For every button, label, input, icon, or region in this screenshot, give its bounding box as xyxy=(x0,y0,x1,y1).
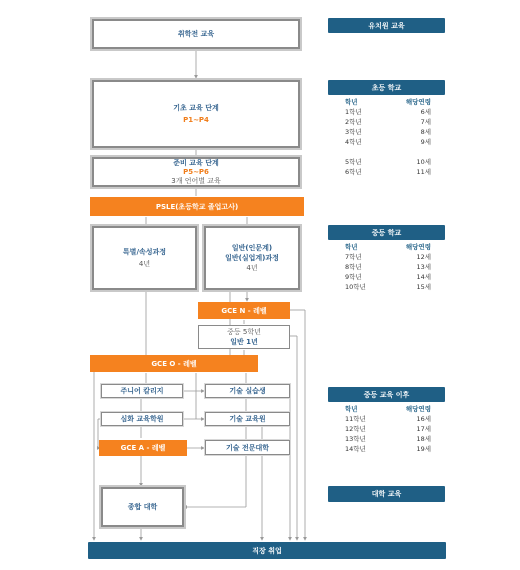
gce-a-box xyxy=(99,440,187,456)
grade-col-header: 학년 xyxy=(345,405,358,413)
orientation-stage-note: 3개 언어별 교육 xyxy=(171,176,221,185)
university-edu-label: 대학 교육 xyxy=(371,490,402,498)
age-cell: 16세 xyxy=(416,415,431,423)
age-cell: 19세 xyxy=(416,445,431,453)
grade-cell: 2학년 xyxy=(345,118,362,126)
basic-stage-title: 기초 교육 단계 xyxy=(173,104,219,112)
table-header-row xyxy=(333,404,443,414)
age-cell: 9세 xyxy=(420,138,431,146)
age-cell: 15세 xyxy=(416,283,431,291)
preschool-label: 취학전 교육 xyxy=(177,30,215,38)
table-row xyxy=(333,444,443,454)
normal-course-line2: 일반(실업계)과정 xyxy=(225,254,279,262)
special-express-title: 특별/속성과정 xyxy=(122,248,167,256)
table-row xyxy=(333,127,443,137)
age-cell: 13세 xyxy=(416,263,431,271)
basic-stage-grades: P1~P4 xyxy=(183,116,209,124)
age-cell: 7세 xyxy=(420,118,431,126)
special-express-years: 4년 xyxy=(138,260,151,268)
psle-box xyxy=(90,197,304,216)
grade-col-header: 학년 xyxy=(345,243,358,251)
polytechnic-label: 기술 실습생 xyxy=(229,387,266,395)
table-row xyxy=(333,424,443,434)
age-cell: 12세 xyxy=(416,253,431,261)
normal-course-box xyxy=(204,226,300,290)
grade-cell: 1학년 xyxy=(345,108,362,116)
secondary-age-table xyxy=(333,242,443,292)
age-cell: 8세 xyxy=(420,128,431,136)
special-express-box xyxy=(92,226,197,290)
table-row xyxy=(333,272,443,282)
basic-stage-box xyxy=(92,80,300,148)
grade-cell: 13학년 xyxy=(345,435,366,443)
grade-cell: 14학년 xyxy=(345,445,366,453)
gce-n-box xyxy=(198,302,290,319)
grade-cell: 7학년 xyxy=(345,253,362,261)
tech-college-box xyxy=(205,440,290,455)
gce-o-label: GCE O - 레벨 xyxy=(151,359,197,368)
gce-o-box xyxy=(90,355,258,372)
age-col-header: 해당연령 xyxy=(405,98,431,106)
secondary-header xyxy=(328,225,445,240)
arts-institute-label: 심화 교육학원 xyxy=(120,415,164,423)
table-row xyxy=(333,117,443,127)
table-row xyxy=(333,157,443,167)
preschool-box xyxy=(92,19,300,49)
kindergarten-header xyxy=(328,18,445,33)
employment-bar xyxy=(88,542,446,559)
arts-institute-box xyxy=(101,412,183,426)
post-secondary-header xyxy=(328,387,445,402)
table-row xyxy=(333,414,443,424)
post-secondary-header-label: 중등 교육 이후 xyxy=(363,390,410,399)
age-cell: 11세 xyxy=(416,168,431,176)
grade-cell: 6학년 xyxy=(345,168,362,176)
table-header-row xyxy=(333,242,443,252)
age-col-header: 해당연령 xyxy=(405,243,431,251)
university-box xyxy=(101,487,184,527)
grade-col-header: 학년 xyxy=(345,98,358,106)
table-row xyxy=(333,434,443,444)
table-row xyxy=(333,137,443,147)
employment-label: 직장 취업 xyxy=(252,546,282,555)
grade-cell: 5학년 xyxy=(345,158,362,166)
gce-a-label: GCE A - 레벨 xyxy=(120,444,166,452)
orientation-stage-box xyxy=(92,157,300,187)
grade-cell: 3학년 xyxy=(345,128,362,136)
university-edu-header xyxy=(328,486,445,502)
age-cell: 6세 xyxy=(420,108,431,116)
primary-header xyxy=(328,80,445,95)
age-col-header: 해당연령 xyxy=(405,405,431,413)
normal-course-years: 4년 xyxy=(246,264,258,272)
university-label: 종합 대학 xyxy=(127,503,158,511)
age-cell: 17세 xyxy=(416,425,431,433)
psle-label: PSLE(초등학교 졸업고사) xyxy=(155,202,239,211)
table-row xyxy=(333,252,443,262)
table-row xyxy=(333,107,443,117)
grade-cell: 11학년 xyxy=(345,415,366,423)
post-secondary-age-table xyxy=(333,404,443,454)
age-cell: 10세 xyxy=(416,158,431,166)
junior-college-box xyxy=(101,384,183,398)
age-cell: 18세 xyxy=(416,435,431,443)
table-row xyxy=(333,167,443,177)
tech-school-box xyxy=(205,412,290,426)
table-row xyxy=(333,262,443,272)
tech-college-label: 기술 전문대학 xyxy=(225,443,269,452)
table-row xyxy=(333,282,443,292)
secondary5-line1: 중등 5학년 xyxy=(227,328,261,336)
kindergarten-label: 유치원 교육 xyxy=(368,21,405,30)
orientation-stage-title: 준비 교육 단계 xyxy=(173,158,219,167)
secondary5-box xyxy=(198,325,290,349)
tech-school-label: 기술 교육원 xyxy=(229,415,266,423)
grade-cell: 8학년 xyxy=(345,263,362,271)
age-cell: 14세 xyxy=(416,273,431,281)
gce-n-label: GCE N - 레벨 xyxy=(221,306,267,315)
orientation-stage-grades: P5~P6 xyxy=(183,167,209,176)
grade-cell: 9학년 xyxy=(345,273,362,281)
grade-cell: 10학년 xyxy=(345,283,366,291)
grade-cell: 12학년 xyxy=(345,425,366,433)
primary-age-table xyxy=(333,97,443,177)
polytechnic-box xyxy=(205,384,290,398)
junior-college-label: 주니어 칼리지 xyxy=(120,387,164,395)
secondary5-line2: 일반 1년 xyxy=(230,338,258,346)
grade-cell: 4학년 xyxy=(345,138,362,146)
primary-header-label: 초등 학교 xyxy=(371,83,402,92)
normal-course-line1: 일반(인문계) xyxy=(231,244,273,252)
secondary-header-label: 중등 학교 xyxy=(371,228,402,237)
table-header-row xyxy=(333,97,443,107)
